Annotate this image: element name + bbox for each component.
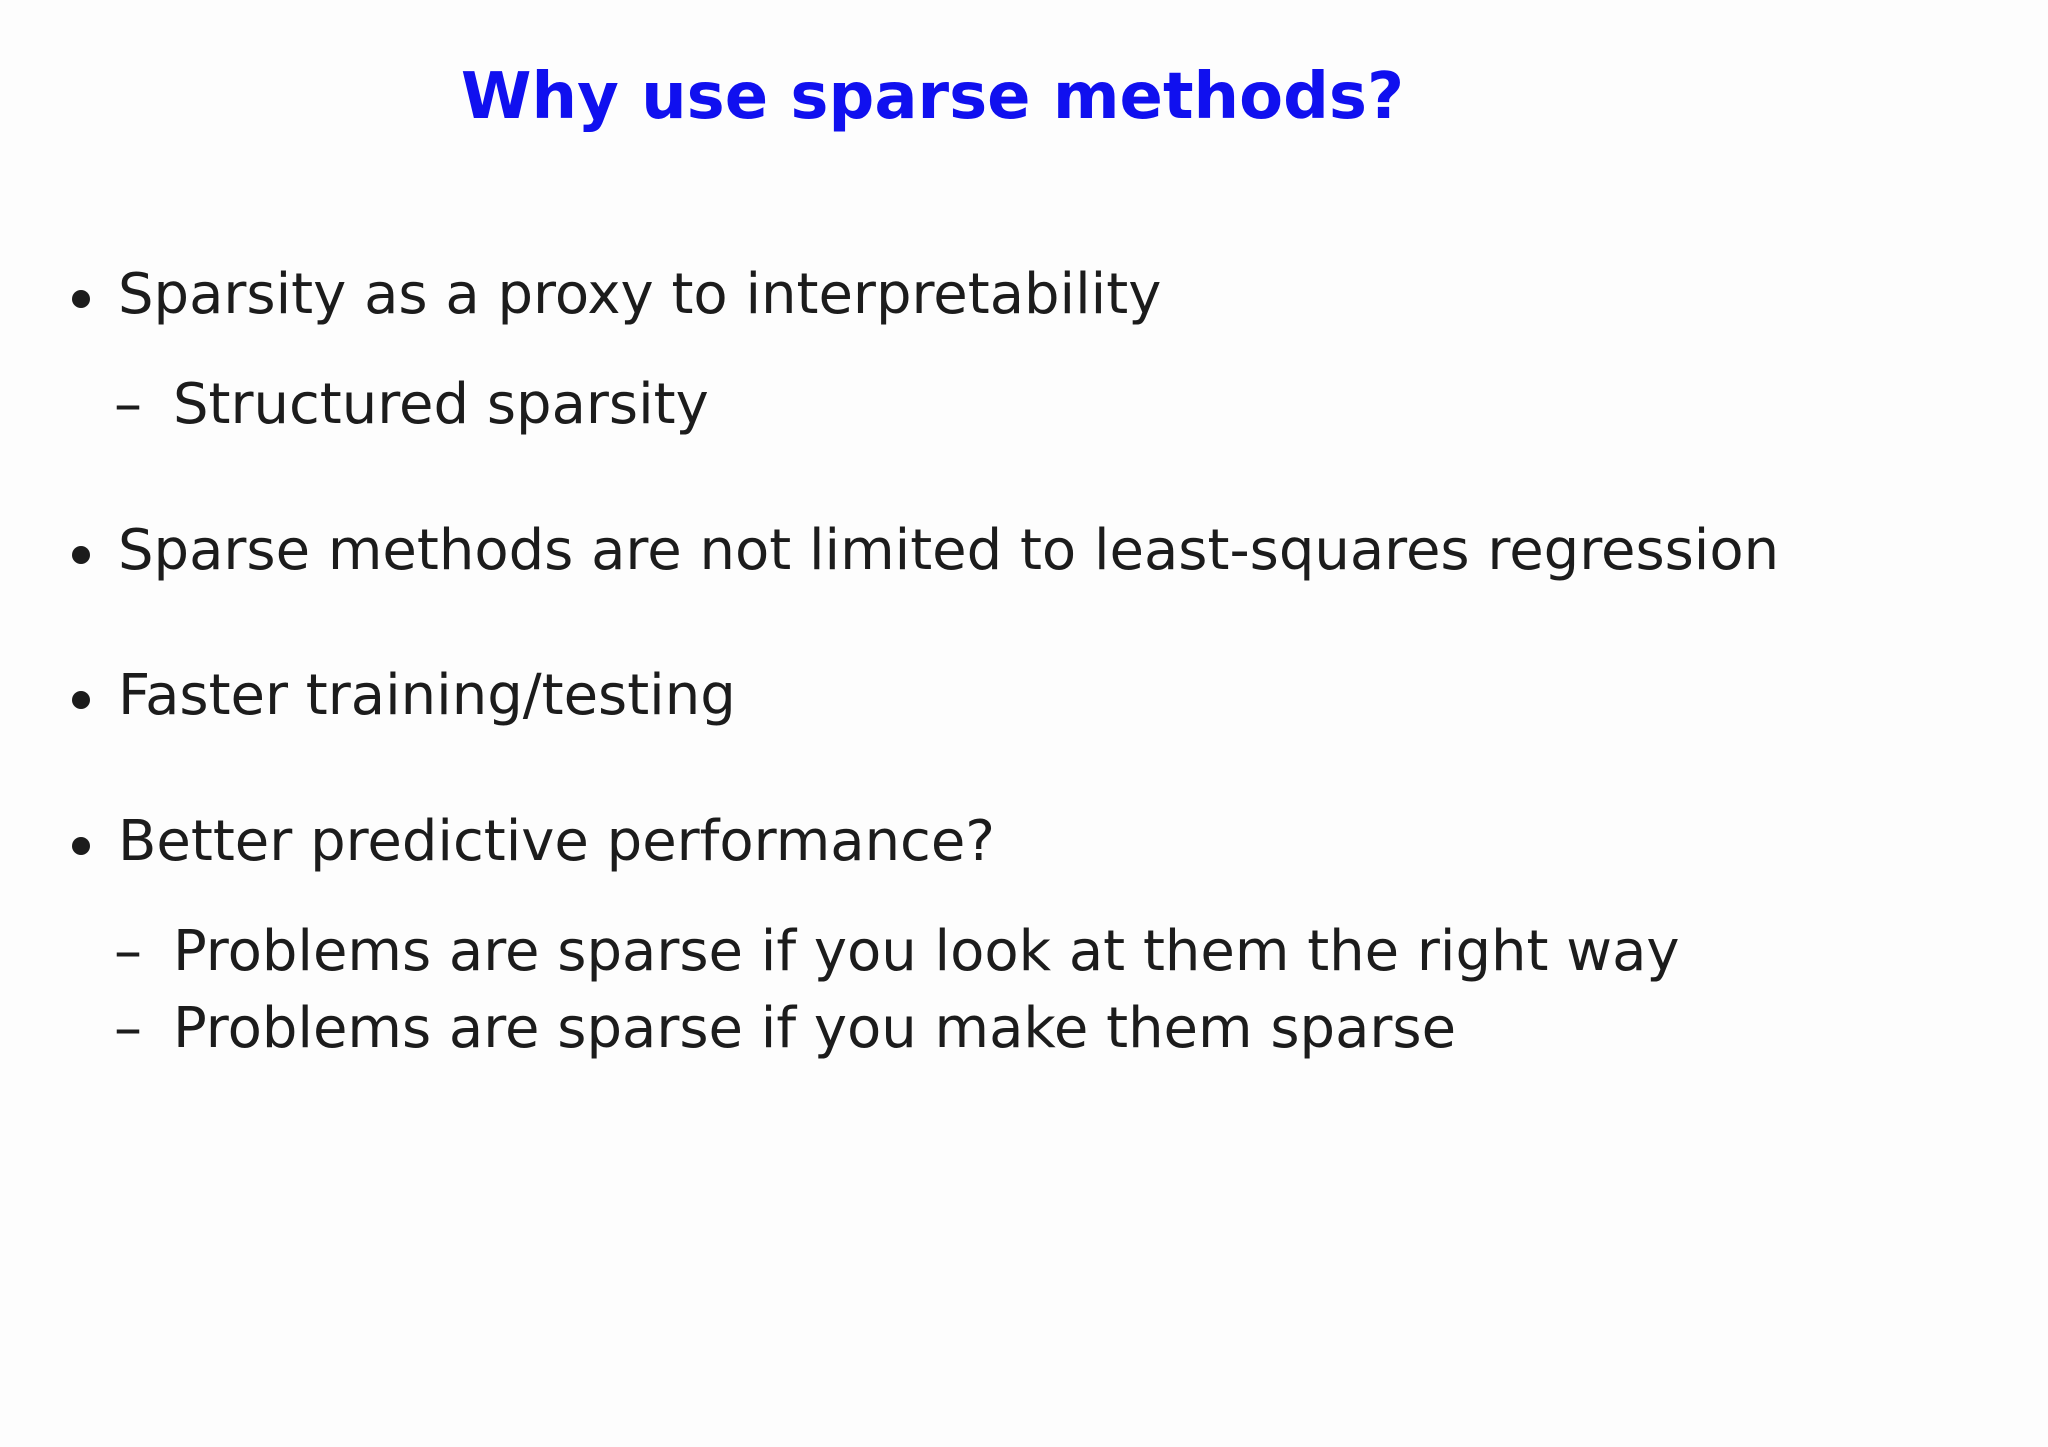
dash-marker: – xyxy=(114,372,142,437)
dash-marker: – xyxy=(114,919,142,984)
bullet-item-3: Faster training/testing xyxy=(118,663,736,728)
bullet-item-2: Sparse methods are not limited to least-squares regression xyxy=(118,518,1780,583)
bullet-dot xyxy=(72,290,90,308)
bullet-dot xyxy=(72,837,90,855)
subitem-1-1: Structured sparsity xyxy=(173,372,709,437)
bullet-dot xyxy=(72,691,90,709)
subitem-4-1: Problems are sparse if you look at them the right way xyxy=(173,919,1680,984)
slide-title: Why use sparse methods? xyxy=(460,60,1405,134)
dash-marker: – xyxy=(114,996,142,1061)
bullet-dot xyxy=(72,546,90,564)
bullet-item-4: Better predictive performance? xyxy=(118,809,996,874)
bullet-item-1: Sparsity as a proxy to interpretability xyxy=(118,262,1162,327)
subitem-4-2: Problems are sparse if you make them sparse xyxy=(173,996,1457,1061)
